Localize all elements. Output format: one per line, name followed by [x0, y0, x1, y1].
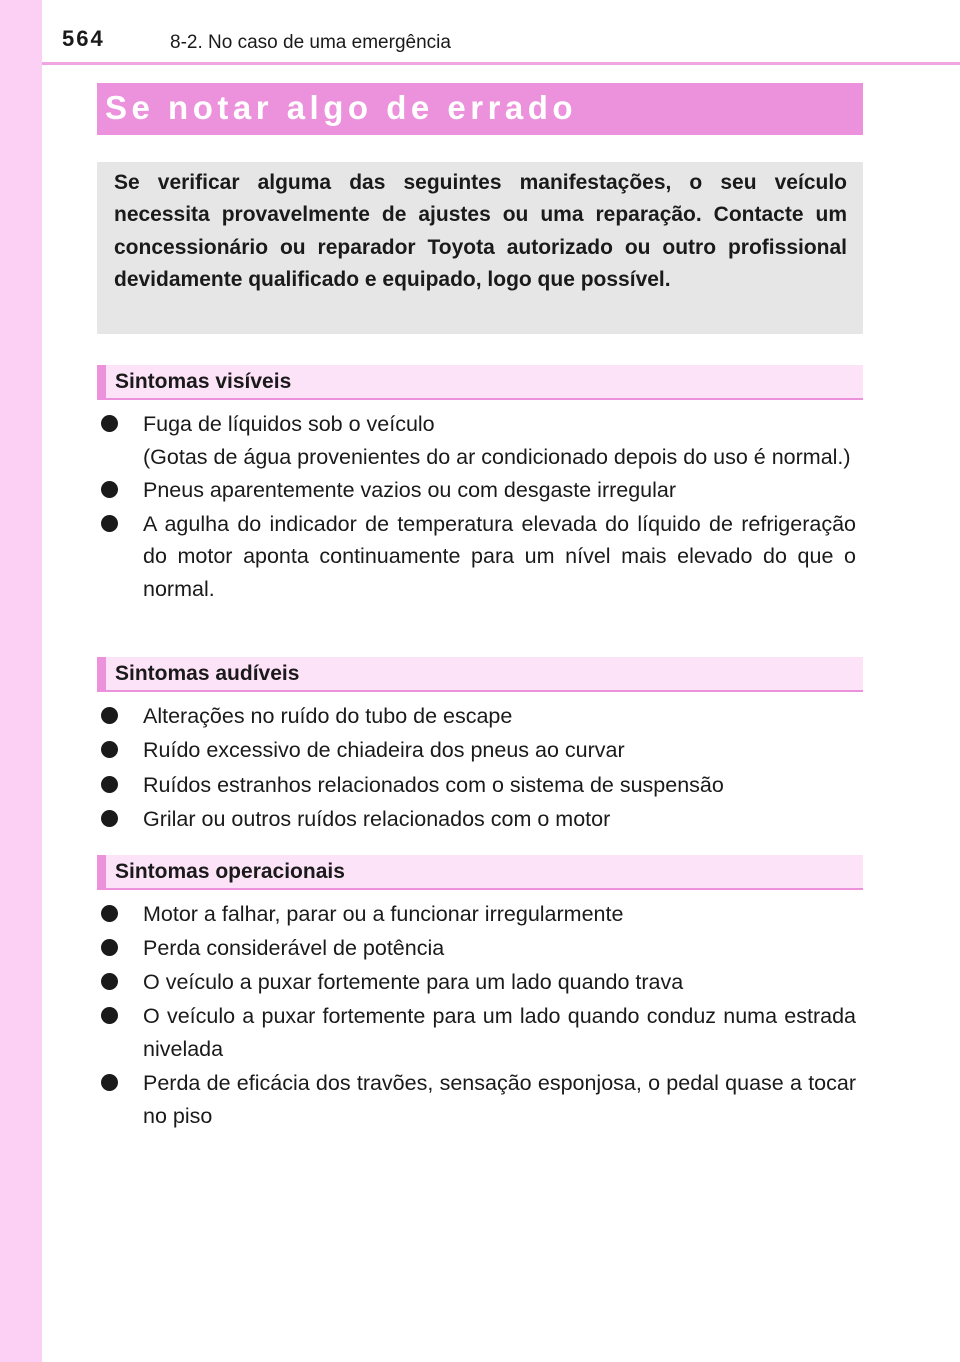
- list-item: [97, 769, 863, 802]
- list-item: [97, 932, 863, 965]
- list-item-note: (Gotas de água provenientes do ar condicionado depois do uso é normal.): [143, 444, 851, 469]
- bullet-icon: [101, 707, 118, 724]
- list-item-text: A agulha do indicador de temperatura elevada do líquido de refrigeração do motor aponta continuamente para um nível mais elevado do que o normal.: [143, 511, 856, 601]
- bullet-icon: [101, 481, 118, 498]
- list-item: [97, 734, 863, 767]
- title-banner: [97, 83, 863, 135]
- subheading-visible-symptoms: [97, 365, 863, 400]
- list-item-text: Ruído excessivo de chiadeira dos pneus ao curvar: [143, 738, 625, 763]
- visible-symptoms-list: [97, 408, 863, 606]
- list-item-text: Grilar ou outros ruídos relacionados com o motor: [143, 806, 611, 831]
- list-item: [97, 1000, 863, 1065]
- list-item-text: Perda considerável de potência: [143, 936, 445, 961]
- intro-box: [97, 162, 863, 334]
- list-item-text: Perda de eficácia dos travões, sensação esponjosa, o pedal quase a tocar no piso: [143, 1070, 856, 1128]
- operational-symptoms-list: [97, 898, 863, 1132]
- bullet-icon: [101, 515, 118, 532]
- bullet-icon: [101, 741, 118, 758]
- list-item: [97, 1067, 863, 1132]
- bullet-icon: [101, 810, 118, 827]
- subheading-label: Sintomas operacionais: [115, 860, 345, 883]
- list-item-text: Motor a falhar, parar ou a funcionar irregularmente: [143, 902, 624, 926]
- subheading-label: Sintomas visíveis: [115, 370, 292, 393]
- intro-text: Se verificar alguma das seguintes manifestações, o seu veículo necessita provavelmente de ajustes ou uma reparação. Contacte um concessionário ou reparador Toyota autorizado ou outro profissional devidamente qualificado e equipado, logo que possível.: [114, 171, 847, 292]
- list-item: [97, 803, 863, 836]
- bullet-icon: [101, 905, 118, 922]
- subheading-label: Sintomas audíveis: [115, 662, 300, 685]
- list-item: [97, 966, 863, 999]
- list-item-text: Fuga de líquidos sob o veículo: [143, 412, 435, 436]
- header-divider: [42, 62, 960, 65]
- list-item-text: Ruídos estranhos relacionados com o sistema de suspensão: [143, 772, 724, 797]
- list-item-text: Pneus aparentemente vazios ou com desgaste irregular: [143, 478, 677, 503]
- list-item: [97, 700, 863, 733]
- bullet-icon: [101, 973, 118, 990]
- list-item-text: O veículo a puxar fortemente para um lado quando conduz numa estrada nivelada: [143, 1004, 856, 1061]
- bullet-icon: [101, 1007, 118, 1024]
- bullet-icon: [101, 939, 118, 956]
- list-item: [97, 474, 863, 507]
- audible-symptoms-list: [97, 700, 863, 835]
- page-side-band: [0, 0, 42, 1362]
- list-item: [97, 898, 863, 931]
- subheading-operational-symptoms: [97, 855, 863, 890]
- section-reference: 8-2. No caso de uma emergência: [170, 32, 451, 53]
- list-item-text: Alterações no ruído do tubo de escape: [143, 704, 513, 728]
- bullet-icon: [101, 415, 118, 432]
- bullet-icon: [101, 776, 118, 793]
- page-title: Se notar algo de errado: [105, 89, 578, 126]
- list-item: [97, 508, 863, 606]
- page-number: 564: [62, 26, 105, 51]
- list-item: [97, 408, 863, 473]
- subheading-audible-symptoms: [97, 657, 863, 692]
- bullet-icon: [101, 1074, 118, 1091]
- list-item-text: O veículo a puxar fortemente para um lado quando trava: [143, 970, 684, 995]
